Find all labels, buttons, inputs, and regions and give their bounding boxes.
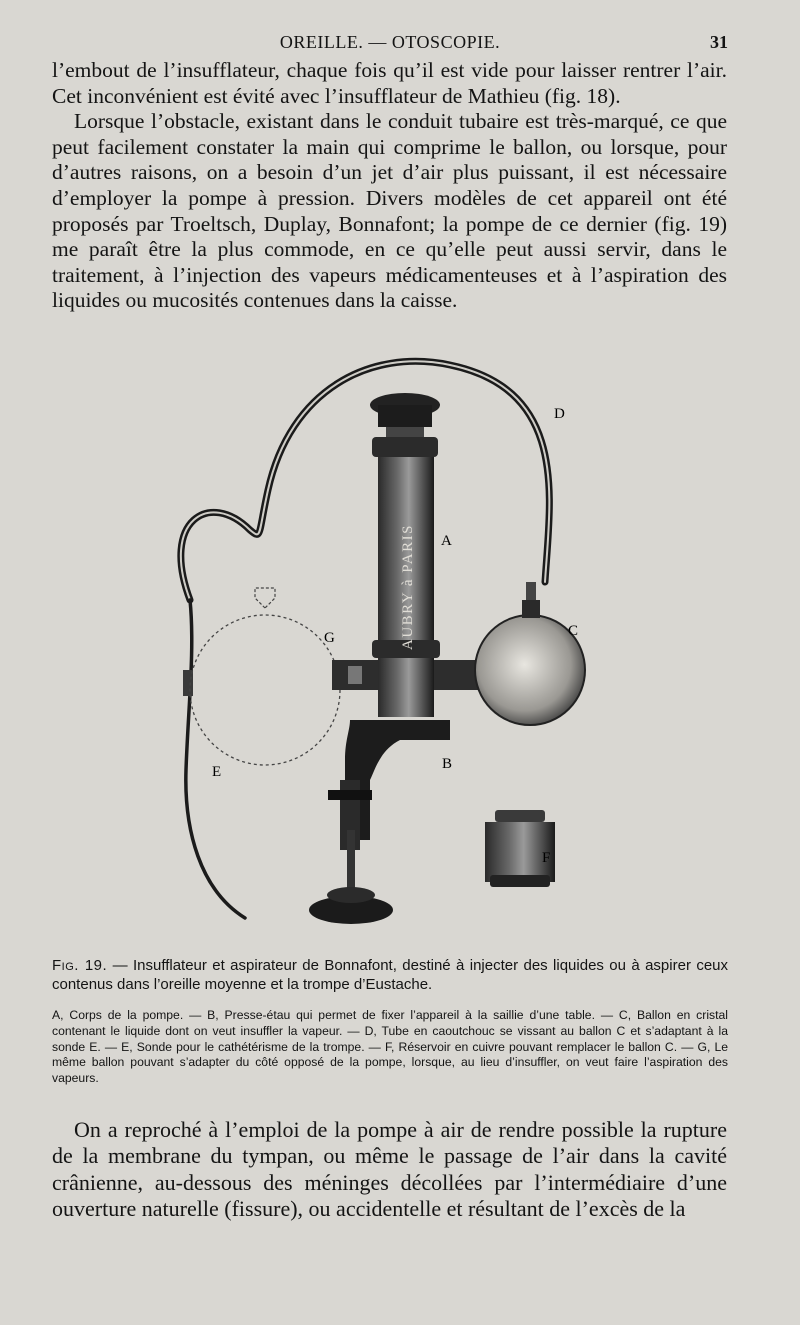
label-b: B xyxy=(442,756,453,772)
label-f: F xyxy=(542,850,551,866)
paragraph-pompe-a-pression: Lorsque l’obstacle, existant dans le conduit tubaire est très-marqué, ce que peut facilement constater la main qui comprime le ballon, ou lorsque, pour d’autres raisons, on a besoin d’un jet d’air plus puissant, il est nécessaire d’employer la pompe à pression. Divers modèles de cet appareil ont été proposés par Troeltsch, Duplay, Bonnafont; la pompe de ce dernier (fig. 19) me paraît être la plus commode, en ce qu’elle peut aussi servir, dans le traitement, à l’injection des vapeurs médicamenteuses et à l’aspiration des liquides ou mucosités contenues dans la caisse. xyxy=(52,109,727,313)
crystal-ball-g xyxy=(190,615,340,765)
catheter-e xyxy=(186,600,245,918)
figure-legend xyxy=(52,1008,728,1087)
figure-legend-text: A, Corps de la pompe. — B, Presse-étau qui permet de fixer l’appareil à la saillie d’une table. — C, Ballon en cristal contenant le liquide dont on veut insuffler la vapeur. — D, Tube en caoutchouc se vissant au ballon C et s’adaptant à la sonde E. — E, Sonde pour le cathétérisme de la trompe. — F, Réservoir en cuivre pouvant remplacer le ballon C. — G, Le même ballon pouvant s’adapter du côté opposé de la pompe, lorsque, au lieu d’insuffler, on veut faire l’aspiration des vapeurs. xyxy=(52,1008,728,1086)
label-c: C xyxy=(568,623,579,639)
figure-caption-text: — Insufflateur et aspirateur de Bonnafont, destiné à injecter des liquides ou à aspirer ceux contenus dans l’oreille moyenne et la trompe d’Eustache. xyxy=(52,957,729,993)
running-title: OREILLE. — OTOSCOPIE. xyxy=(279,32,501,52)
paragraph-reproche: On a reproché à l’emploi de la pompe à air de rendre possible la rupture de la membrane du tympan, ou même le passage de l’air dans la cavité crânienne, au-dessous des méninges décollées par l’intermédiaire d’une ouverture naturelle (fissure), ou accidentelle et résultant de l’excès de la xyxy=(52,1117,727,1221)
insufflator-illustration xyxy=(150,350,690,940)
engraving-maker-text: AUBRY à PARIS xyxy=(400,524,416,650)
top-text-block xyxy=(52,58,727,314)
figure-19-engraving xyxy=(150,350,690,940)
label-a: A xyxy=(441,533,452,549)
rubber-tube-d xyxy=(181,361,550,600)
figure-caption xyxy=(52,956,728,994)
label-g: G xyxy=(324,630,335,646)
running-header xyxy=(52,32,728,54)
bottom-text-block xyxy=(52,1117,727,1222)
figure-number: Fig. 19. xyxy=(52,957,108,974)
table-clamp-b xyxy=(345,720,453,840)
label-e: E xyxy=(212,764,222,780)
page-number: 31 xyxy=(710,32,728,52)
paragraph-continuation: l’embout de l’insufflateur, chaque fois qu’il est vide pour laisser rentrer l’air. Cet inconvénient est évité avec l’insufflateur de Mathieu (fig. 18). xyxy=(52,58,727,108)
label-d: D xyxy=(554,406,565,422)
